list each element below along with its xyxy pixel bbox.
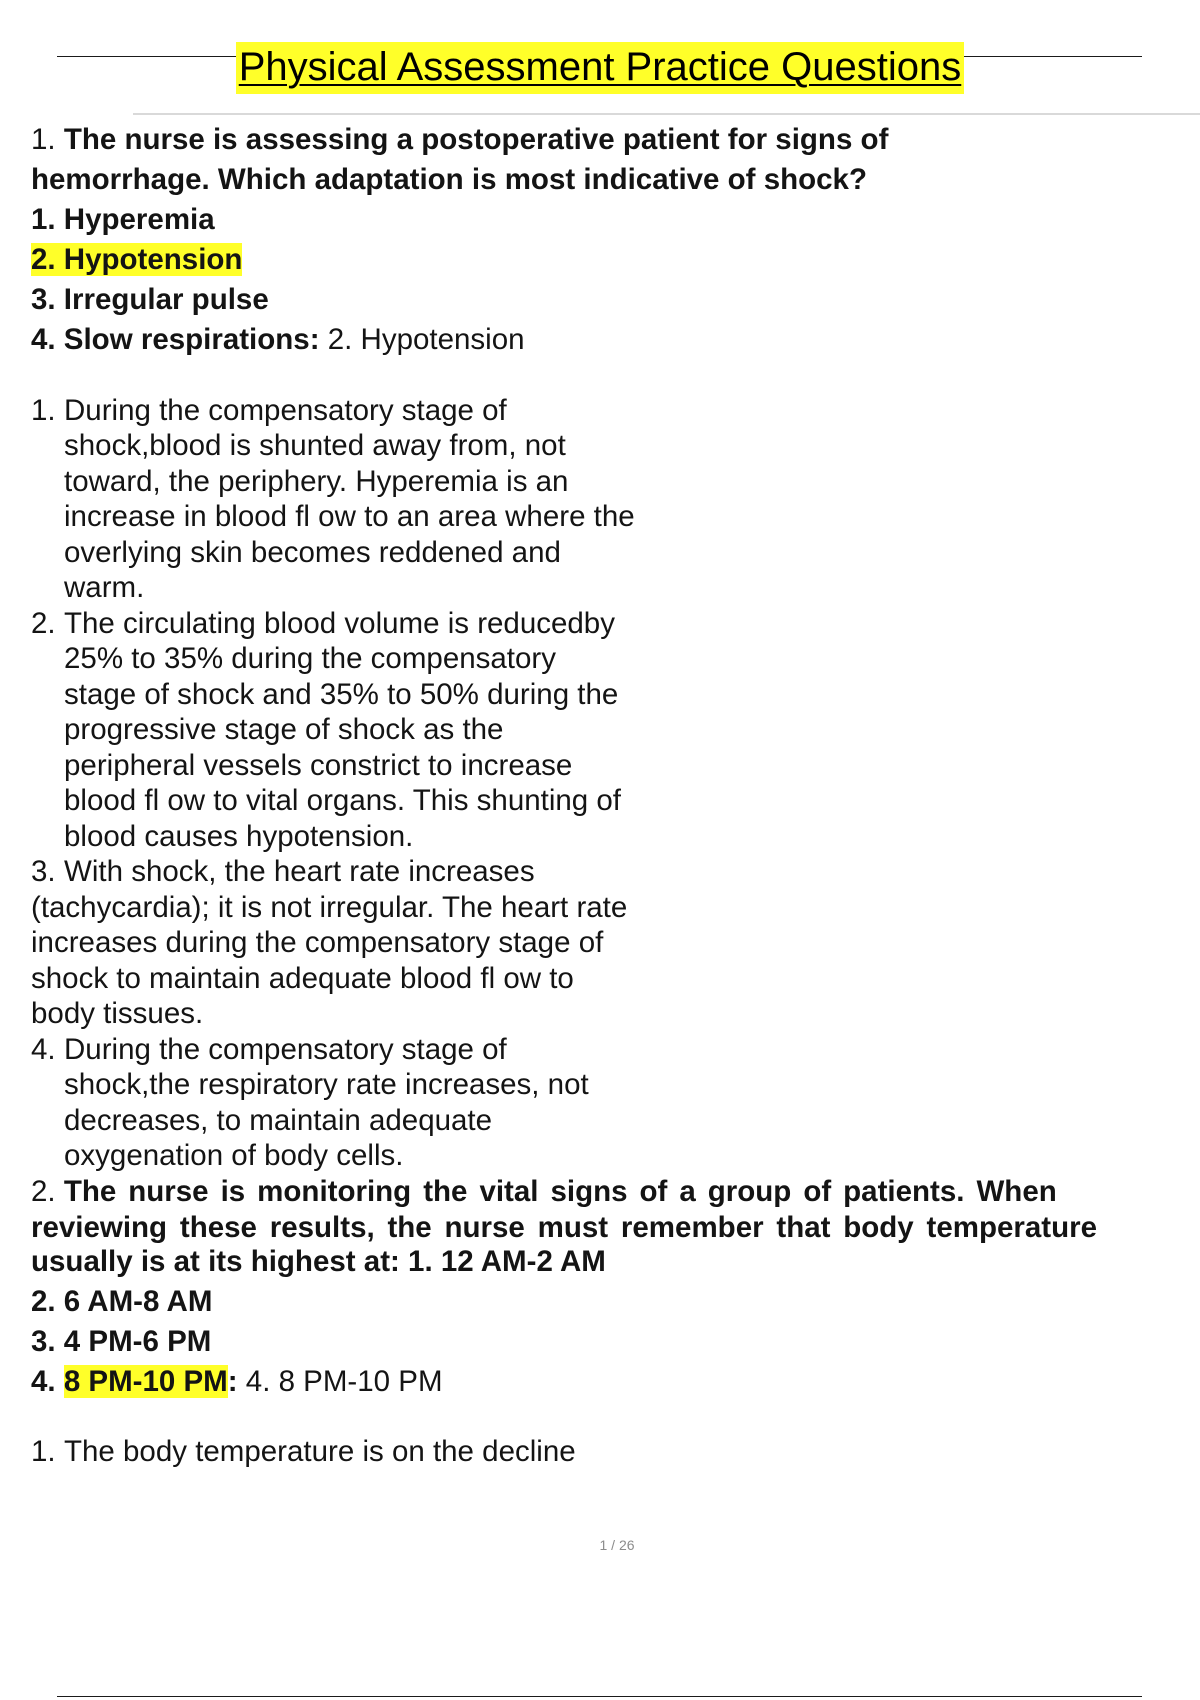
q1-r3-number: 3. [31, 855, 56, 888]
q1-option-2-highlight: 2. Hypotension [31, 243, 243, 276]
q1-option-3: 3. Irregular pulse [31, 283, 269, 316]
q1-r1-number: 1. [31, 394, 56, 427]
q2-stem-text: The nurse is monitoring the vital signs of a group of patients. When [63, 1175, 1057, 1208]
title-wrap [0, 42, 1200, 94]
q1-r1-line6: warm. [64, 571, 145, 604]
q1-stem-line1 [31, 122, 888, 158]
q1-option-2 [31, 242, 242, 278]
q1-r3-line5: body tissues. [31, 997, 204, 1030]
q1-r1-line2: shock,blood is shunted away from, not [64, 429, 566, 462]
q1-r3-line2: (tachycardia); it is not irregular. The heart rate [31, 891, 628, 924]
q1-r1-line1: During the compensatory stage of [64, 394, 507, 427]
q1-r4-number: 4. [31, 1033, 56, 1066]
q1-option-4-text: 4. Slow respirations: [31, 323, 320, 356]
q1-r3-line1: With shock, the heart rate increases [64, 855, 535, 888]
q2-option-2: 2. 6 AM-8 AM [31, 1285, 213, 1318]
q1-r1-line3: toward, the periphery. Hyperemia is an [64, 465, 569, 498]
q2-answer: 4. 8 PM-10 PM [245, 1365, 443, 1398]
q1-option-1: 1. Hyperemia [31, 203, 215, 236]
q1-r1-line5: overlying skin becomes reddened and [64, 536, 561, 569]
q1-stem-text: The nurse is assessing a postoperative patient for signs of [63, 123, 889, 156]
q2-option-4-prefix: 4. [31, 1365, 56, 1398]
q1-answer: 2. Hypotension [327, 323, 525, 356]
q1-r2-line7: blood causes hypotension. [64, 820, 414, 853]
q1-r2-line3: stage of shock and 35% to 50% during the [64, 678, 619, 711]
q1-r2-line5: peripheral vessels constrict to increase [64, 749, 573, 782]
page-indicator: 1 / 26 [599, 1537, 635, 1553]
q1-r2-line1: The circulating blood volume is reducedby [64, 607, 615, 640]
q2-r1-number: 1. [31, 1435, 56, 1468]
q2-r1-line1: The body temperature is on the decline [64, 1435, 576, 1468]
q1-r2-line4: progressive stage of shock as the [64, 713, 504, 746]
q1-r3-line3: increases during the compensatory stage of [31, 926, 604, 959]
q1-r2-number: 2. [31, 607, 56, 640]
q2-stem-line2: reviewing these results, the nurse must remember that body temperature [31, 1211, 1098, 1244]
q1-r4-line2: shock,the respiratory rate increases, not [64, 1068, 589, 1101]
q2-stem-line1 [31, 1174, 1200, 1210]
q1-r4-line3: decreases, to maintain adequate [64, 1104, 493, 1137]
q2-number: 2. [31, 1175, 56, 1208]
q1-option-4 [31, 322, 525, 358]
q2-stem-line3: usually is at its highest at: 1. 12 AM-2 AM [31, 1245, 606, 1278]
q1-stem-line2: hemorrhage. Which adaptation is most indicative of shock? [31, 163, 867, 196]
q1-r1-line4: increase in blood fl ow to an area where the [64, 500, 635, 533]
q2-option-4-colon: : [227, 1365, 238, 1398]
q1-r4-line4: oxygenation of body cells. [64, 1139, 404, 1172]
q1-r3-line4: shock to maintain adequate blood fl ow to [31, 962, 574, 995]
q1-r2-line2: 25% to 35% during the compensatory [64, 642, 556, 675]
q1-r4-line1: During the compensatory stage of [64, 1033, 507, 1066]
page-title: Physical Assessment Practice Questions [236, 42, 965, 94]
title-underline-rule [133, 113, 1200, 115]
q1-r2-line6: blood fl ow to vital organs. This shunting of [64, 784, 621, 817]
q2-option-4 [31, 1364, 443, 1400]
q1-number: 1. [31, 123, 56, 156]
q2-option-3: 3. 4 PM-6 PM [31, 1325, 212, 1358]
bottom-rule [57, 1696, 1142, 1697]
q2-option-4-highlight: 8 PM-10 PM [63, 1365, 228, 1398]
